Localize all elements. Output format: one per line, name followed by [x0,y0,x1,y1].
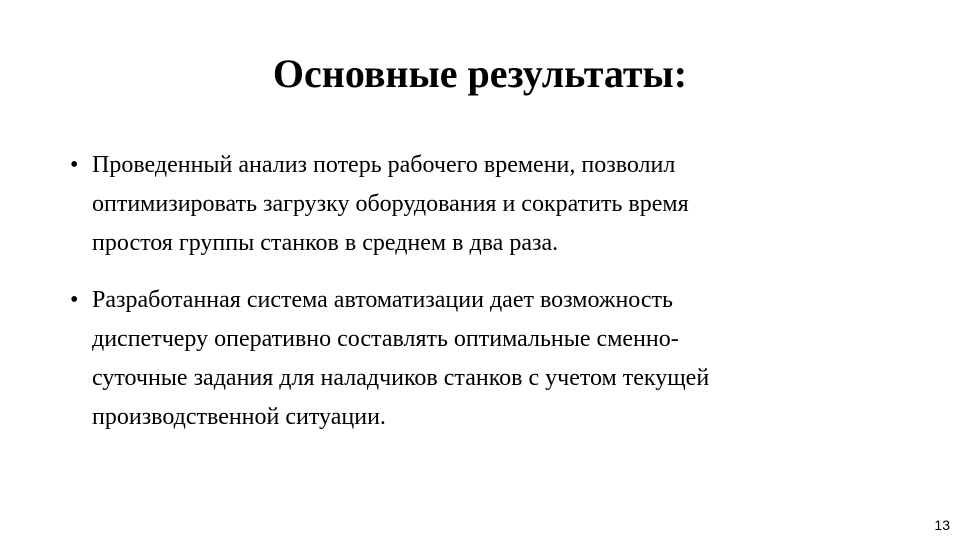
bullet-text: Разработанная система автоматизации дает возможность диспетчеру оперативно составлять оптимальные сменно- суточные задания для наладчиков станков с учетом текущей производственной ситуации. [92,287,710,430]
bullet-marker: • [70,152,79,178]
page-number: 13 [934,517,950,533]
bullet-text: Проведенный анализ потерь рабочего времени, позволил оптимизировать загрузку оборудования и сократить время простоя группы станков в среднем в два раза. [92,152,689,256]
bullet-marker: • [70,287,79,313]
slide-title: Основные результаты: [272,51,688,96]
bullet-item [70,146,850,263]
bullet-list [70,146,850,455]
bullet-item [70,281,850,437]
